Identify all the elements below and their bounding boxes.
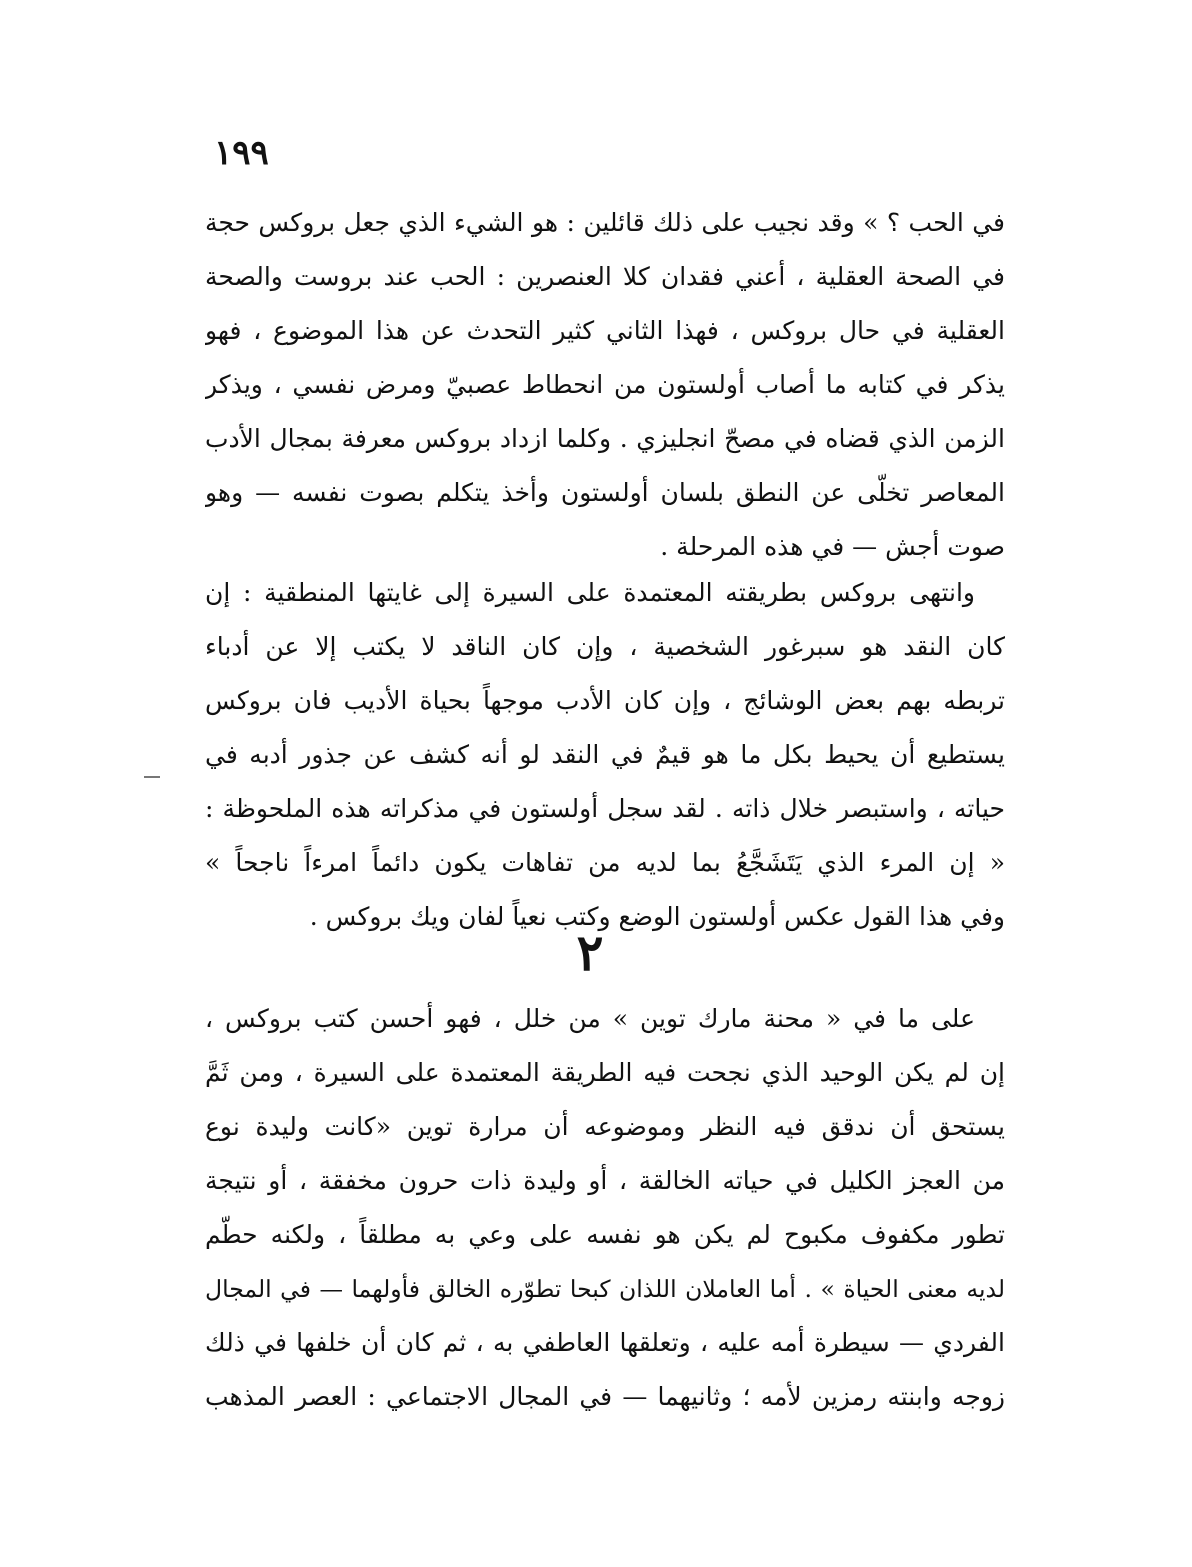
- text-line: يذكر في كتابه ما أصاب أولستون من انحطاط عصبيّ ومرض نفسي ، ويذكر: [205, 370, 1005, 399]
- text-line: زوجه وابنته رمزين لأمه ؛ وثانيهما — في المجال الاجتماعي : العصر المذهب: [205, 1382, 1005, 1411]
- paragraph-1: [205, 196, 1005, 574]
- text-line: صوت أجش — في هذه المرحلة .: [660, 532, 1005, 561]
- text-line: يستحق أن ندقق فيه النظر وموضوعه أن مرارة توين «كانت وليدة نوع: [205, 1112, 1005, 1141]
- text-line: وانتهى بروكس بطريقته المعتمدة على السيرة إلى غايتها المنطقية : إن: [205, 578, 975, 607]
- text-line: العقلية في حال بروكس ، فهذا الثاني كثير التحدث عن هذا الموضوع ، فهو: [205, 316, 1005, 345]
- text-line: وفي هذا القول عكس أولستون الوضع وكتب نعياً لفان ويك بروكس .: [309, 902, 1005, 931]
- text-line: الزمن الذي قضاه في مصحّ انجليزي . وكلما ازداد بروكس معرفة بمجال الأدب: [205, 424, 1005, 453]
- text-line: إن لم يكن الوحيد الذي نجحت فيه الطريقة المعتمدة على السيرة ، ومن ثَمَّ: [205, 1058, 1005, 1087]
- text-line: لديه معنى الحياة » . أما العاملان اللذان كبحا تطوّره الخالق فأولهما — في المجال: [205, 1275, 1005, 1303]
- paragraph-2: [205, 566, 1005, 944]
- text-line: في الصحة العقلية ، أعني فقدان كلا العنصرين : الحب عند بروست والصحة: [205, 262, 1005, 291]
- text-line: من العجز الكليل في حياته الخالقة ، أو وليدة ذات حرون مخفقة ، أو نتيجة: [205, 1166, 1005, 1195]
- text-line: تربطه بهم بعض الوشائج ، وإن كان الأدب موجهاً بحياة الأديب فان بروكس: [205, 686, 1005, 715]
- text-line: في الحب ؟ » وقد نجيب على ذلك قائلين : هو الشيء الذي جعل بروكس حجة: [205, 208, 1005, 237]
- page-number: ١٩٩: [214, 133, 269, 173]
- paragraph-3: [205, 992, 1005, 1424]
- text-line: كان النقد هو سبرغور الشخصية ، وإن كان الناقد لا يكتب إلا عن أدباء: [205, 632, 1005, 661]
- text-line: يستطيع أن يحيط بكل ما هو قيمٌ في النقد لو أنه كشف عن جذور أدبه في: [205, 740, 1005, 769]
- text-line: حياته ، واستبصر خلال ذاته . لقد سجل أولستون في مذكراته هذه الملحوظة :: [205, 794, 1005, 823]
- section-number: ٢: [576, 923, 604, 982]
- text-line: على ما في « محنة مارك توين » من خلل ، فهو أحسن كتب بروكس ،: [205, 1004, 975, 1033]
- text-line: تطور مكفوف مكبوح لم يكن هو نفسه على وعي به مطلقاً ، ولكنه حطّم: [205, 1220, 1005, 1249]
- text-line: الفردي — سيطرة أمه عليه ، وتعلقها العاطفي به ، ثم كان أن خلفها في ذلك: [205, 1328, 1005, 1357]
- text-line: « إن المرء الذي يَتَشَجَّعُ بما لديه من تفاهات يكون دائماً امرءاً ناجحاً »: [205, 848, 1005, 877]
- text-line: المعاصر تخلّى عن النطق بلسان أولستون وأخذ يتكلم بصوت نفسه — وهو: [205, 478, 1005, 507]
- scan-mark: [144, 776, 160, 778]
